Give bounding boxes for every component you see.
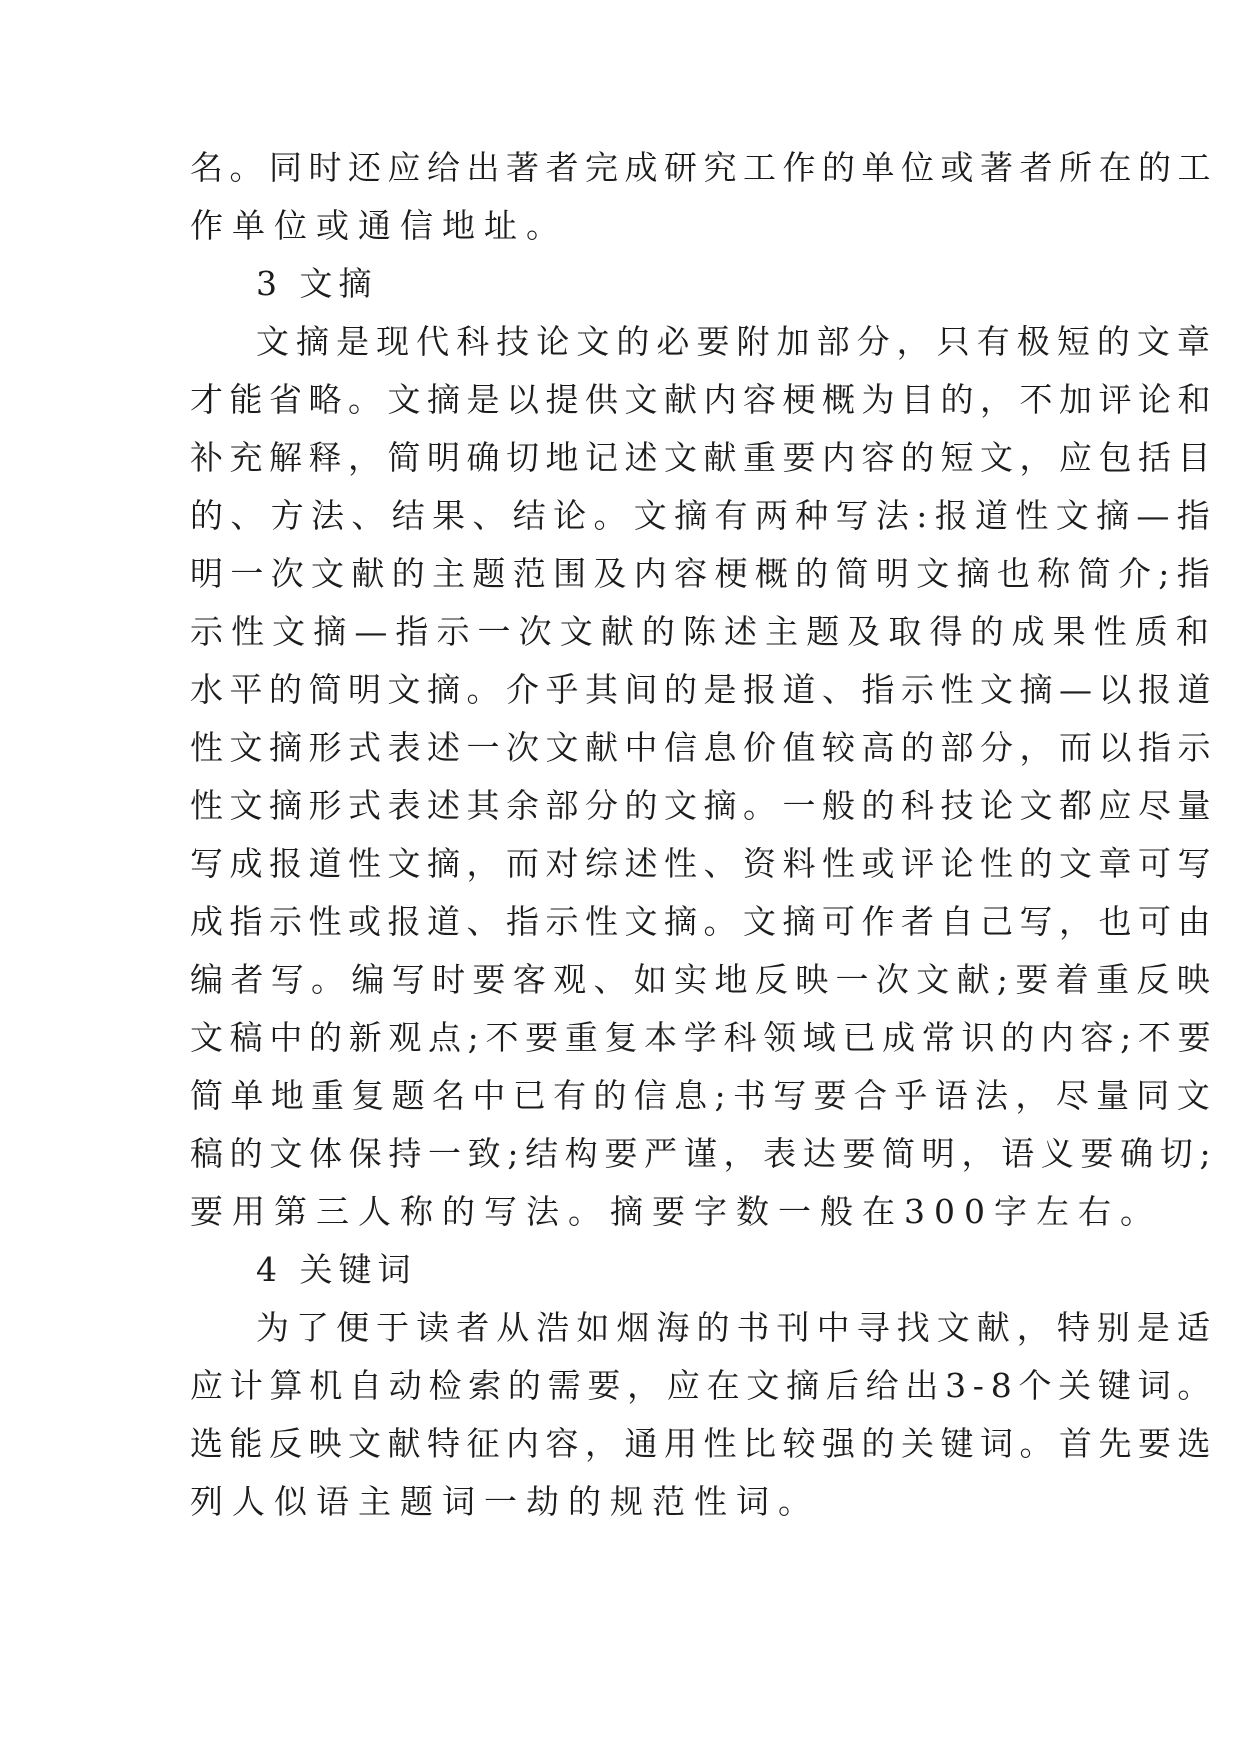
body-text-line: 选能反映文献特征内容，通用性比较强的关键词。首先要选 (190, 1424, 1217, 1463)
body-text-line: 的、方法、结果、结论。文摘有两种写法:报道性文摘—指 (190, 496, 1218, 535)
body-text-line: 应计算机自动检索的需要，应在文摘后给出3-8个关键词。 (190, 1366, 1218, 1405)
body-text-line: 成指示性或报道、指示性文摘。文摘可作者自己写，也可由 (190, 902, 1217, 941)
body-text-line: 列人似语主题词一劫的规范性词。 (190, 1482, 820, 1521)
body-text-line: 要用第三人称的写法。摘要字数一般在300字左右。 (190, 1192, 1162, 1231)
body-text-line: 明一次文献的主题范围及内容梗概的简明文摘也称简介;指 (190, 554, 1218, 593)
body-text-line: 作单位或通信地址。 (190, 206, 568, 245)
body-text-line: 水平的简明文摘。介乎其间的是报道、指示性文摘—以报道 (190, 670, 1217, 709)
body-text-line: 示性文摘—指示一次文献的陈述主题及取得的成果性质和 (190, 612, 1217, 651)
paragraph-first-line: 为了便于读者从浩如烟海的书刊中寻找文献，特别是适 (256, 1308, 1217, 1347)
body-text-line: 才能省略。文摘是以提供文献内容梗概为目的，不加评论和 (190, 380, 1217, 419)
body-text-line: 性文摘形式表述其余部分的文摘。一般的科技论文都应尽量 (190, 786, 1217, 825)
body-text-line: 名。同时还应给出著者完成研究工作的单位或著者所在的工 (190, 148, 1217, 187)
body-text-line: 写成报道性文摘，而对综述性、资料性或评论性的文章可写 (190, 844, 1217, 883)
paragraph-first-line: 文摘是现代科技论文的必要附加部分，只有极短的文章 (256, 322, 1217, 361)
body-text-line: 编者写。编写时要客观、如实地反映一次文献;要着重反映 (190, 960, 1218, 999)
body-text-line: 性文摘形式表述一次文献中信息价值较高的部分，而以指示 (190, 728, 1217, 767)
body-text-line: 补充解释，简明确切地记述文献重要内容的短文，应包括目 (190, 438, 1217, 477)
section-heading-keywords: 4 关键词 (256, 1250, 417, 1289)
section-heading-abstract: 3 文摘 (256, 264, 378, 303)
body-text-line: 稿的文体保持一致;结构要严谨，表达要简明，语义要确切; (190, 1134, 1218, 1173)
body-text-line: 文稿中的新观点;不要重复本学科领域已成常识的内容;不要 (190, 1018, 1218, 1057)
body-text-line: 简单地重复题名中已有的信息;书写要合乎语法，尽量同文 (190, 1076, 1218, 1115)
